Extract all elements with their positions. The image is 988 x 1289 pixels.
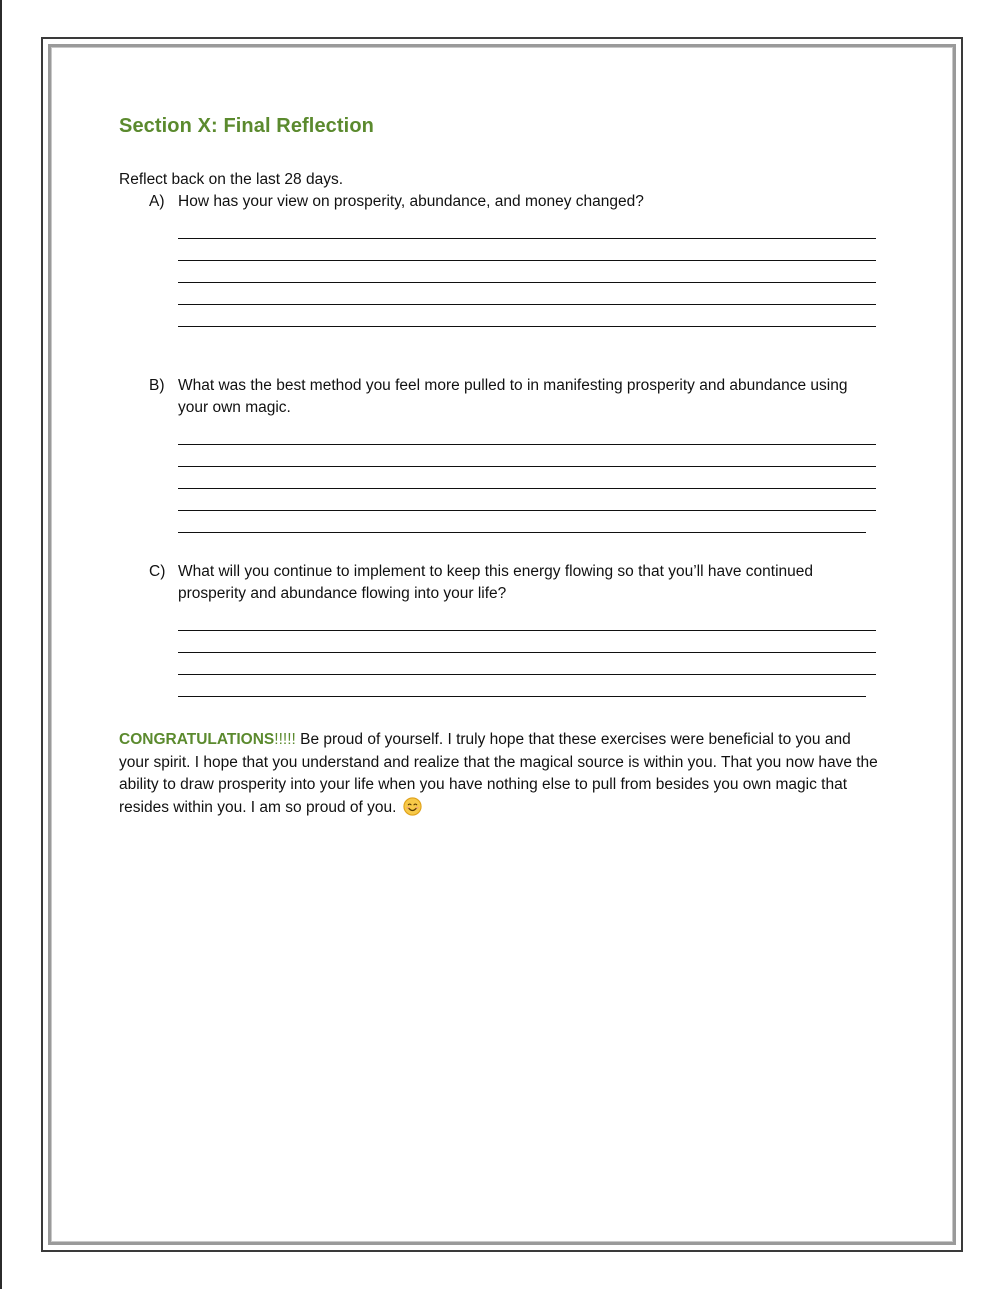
answer-line[interactable] [178, 609, 876, 631]
question-b-letter: B) [149, 377, 165, 394]
question-b-text: What was the best method you feel more pulled to in manifesting prosperity and abundance using your own magic. [178, 377, 848, 416]
question-a-letter: A) [149, 193, 165, 210]
answer-line[interactable] [178, 305, 876, 327]
answer-line[interactable] [178, 445, 876, 467]
answer-lines-b[interactable] [178, 423, 876, 533]
answer-line[interactable] [178, 467, 876, 489]
question-b [119, 375, 879, 419]
congratulations-word: CONGRATULATIONS [119, 731, 275, 748]
question-a-text: How has your view on prosperity, abundance, and money changed? [178, 193, 644, 210]
answer-line[interactable] [178, 489, 876, 511]
answer-line[interactable] [178, 631, 876, 653]
question-c [119, 561, 879, 605]
question-c-letter: C) [149, 563, 166, 580]
section-title: Section X: Final Reflection [119, 115, 374, 137]
smiling-face-icon [403, 797, 422, 816]
answer-line[interactable] [178, 653, 876, 675]
answer-line[interactable] [178, 675, 866, 697]
answer-lines-a[interactable] [178, 217, 876, 327]
answer-line[interactable] [178, 239, 876, 261]
question-c-text: What will you continue to implement to keep this energy flowing so that you’ll have continued prosperity and abundance flowing into your life? [178, 563, 813, 602]
answer-line[interactable] [178, 511, 866, 533]
answer-line[interactable] [178, 261, 876, 283]
answer-line[interactable] [178, 283, 876, 305]
answer-lines-c[interactable] [178, 609, 876, 697]
question-a [119, 191, 879, 213]
left-margin-rule [0, 0, 2, 1289]
answer-line[interactable] [178, 217, 876, 239]
congratulations-body: Be proud of yourself. I truly hope that these exercises were beneficial to you and your spirit. I hope that you understand and realize that the magical source is within you. That you now have the ability to draw prosperity into your life when you have nothing else to pull from besides you own magic that resides within you. I am so proud of you. [119, 731, 878, 816]
answer-line[interactable] [178, 423, 876, 445]
congratulations-exclaim: !!!!! [274, 731, 296, 748]
intro-text: Reflect back on the last 28 days. [119, 171, 344, 188]
document-content [119, 115, 879, 835]
congratulations-paragraph [119, 729, 879, 819]
